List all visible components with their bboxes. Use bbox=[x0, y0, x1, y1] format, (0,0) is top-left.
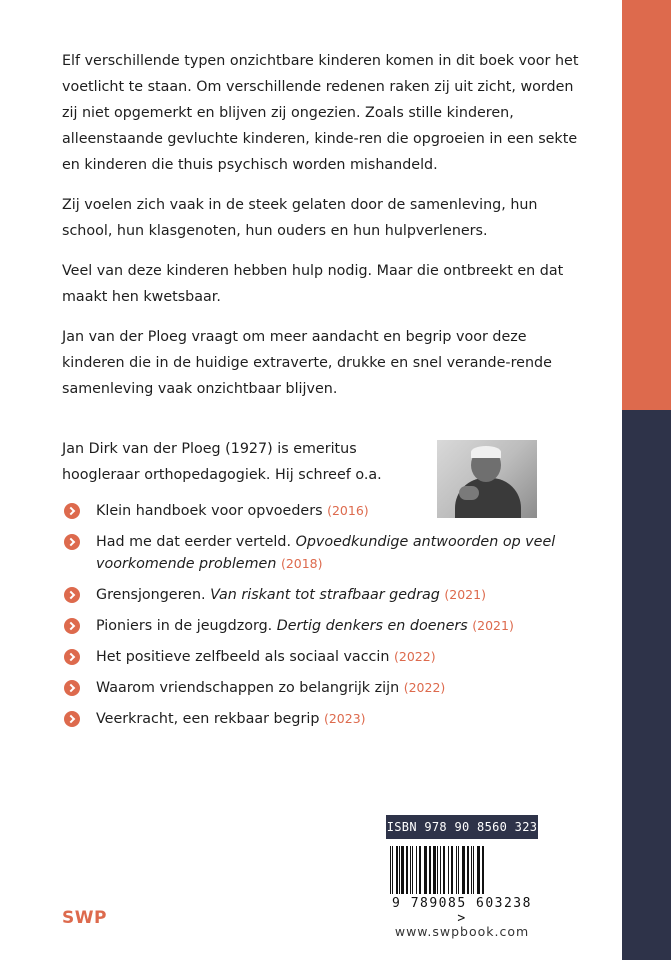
book-title: Waarom vriendschappen zo belangrijk zijn bbox=[96, 680, 400, 696]
chevron-right-icon bbox=[64, 587, 80, 603]
book-item bbox=[62, 677, 602, 699]
book-item bbox=[62, 500, 602, 522]
barcode-bar bbox=[410, 846, 411, 894]
blurb-paragraph-3: Veel van deze kinderen hebben hulp nodig. Maar die ontbreekt en dat maakt hen kwetsbaar. bbox=[62, 263, 564, 305]
barcode-bar bbox=[419, 846, 421, 894]
barcode-bar bbox=[392, 846, 393, 894]
navy-side-stripe bbox=[622, 410, 671, 960]
barcode-bar bbox=[482, 846, 484, 894]
blurb-paragraph-4: Jan van der Ploeg vraagt om meer aandacht en begrip voor deze kinderen die in de huidige extraverte, drukke en snel verande-rende samenleving vaak onzichtbaar blijven. bbox=[62, 329, 552, 397]
book-title: Pioniers in de jeugdzorg. bbox=[96, 618, 273, 634]
book-item bbox=[62, 615, 602, 637]
book-year: (2016) bbox=[327, 503, 369, 518]
blurb-paragraph-2: Zij voelen zich vaak in de steek gelaten door de samenleving, hun school, hun klasgenoten, hun ouders en hun hulpverleners. bbox=[62, 197, 538, 239]
book-title: Het positieve zelfbeeld als sociaal vaccin bbox=[96, 649, 390, 665]
barcode-bar bbox=[437, 846, 438, 894]
barcode-bars bbox=[386, 846, 538, 900]
barcode-bar bbox=[440, 846, 441, 894]
chevron-right-icon bbox=[64, 503, 80, 519]
author-bio: Jan Dirk van der Ploeg (1927) is emeritus hoogleraar orthopedagogiek. Hij schreef o.a. bbox=[62, 441, 382, 483]
publisher-logo: SWP bbox=[62, 908, 107, 928]
book-item bbox=[62, 584, 602, 606]
book-subtitle: Dertig denkers en doeners bbox=[276, 618, 468, 634]
barcode-bar bbox=[456, 846, 457, 894]
blurb-paragraph-1: Elf verschillende typen onzichtbare kinderen komen in dit boek voor het voetlicht te staan. Om verschillende redenen raken zij uit zicht, worden zij niet opgemerkt en blijven zij ongezien. Zoals stille kinderen, alleenstaande gevluchte kinderen, kinde-ren die opgroeien in een sekte en kinderen die thuis psychisch worden mishandeld. bbox=[62, 53, 579, 173]
barcode-number: 9 789085 603238 > bbox=[392, 896, 532, 926]
barcode-bar bbox=[412, 846, 413, 894]
book-subtitle: Van riskant tot strafbaar gedrag bbox=[210, 587, 440, 603]
barcode-bar bbox=[401, 846, 404, 894]
blurb bbox=[62, 48, 582, 416]
chevron-right-icon bbox=[64, 618, 80, 634]
book-year: (2022) bbox=[403, 680, 446, 695]
barcode-bar bbox=[390, 846, 391, 894]
barcode-bar bbox=[467, 846, 469, 894]
orange-side-stripe bbox=[622, 0, 671, 410]
book-item bbox=[62, 646, 602, 668]
book-subtitle: Opvoedkundige antwoorden op veel voorkomende problemen bbox=[96, 534, 556, 572]
barcode-bar bbox=[433, 846, 436, 894]
book-year: (2023) bbox=[323, 711, 366, 726]
barcode-bar bbox=[443, 846, 445, 894]
barcode bbox=[386, 846, 538, 926]
barcode-bar bbox=[462, 846, 465, 894]
book-list bbox=[62, 500, 602, 739]
chevron-right-icon bbox=[64, 680, 80, 696]
book-year: (2018) bbox=[280, 556, 323, 571]
barcode-bar bbox=[399, 846, 400, 894]
book-year: (2021) bbox=[444, 587, 486, 602]
barcode-bar bbox=[451, 846, 453, 894]
book-title: Klein handboek voor opvoeders bbox=[96, 503, 323, 519]
isbn-label: ISBN 978 90 8560 323 bbox=[386, 815, 538, 839]
barcode-bar bbox=[416, 846, 417, 894]
book-title: Had me dat eerder verteld. bbox=[96, 534, 292, 550]
book-item bbox=[62, 708, 602, 730]
book-year: (2021) bbox=[472, 618, 514, 633]
website-url: www.swpbook.com bbox=[394, 924, 530, 939]
barcode-bar bbox=[471, 846, 472, 894]
barcode-bar bbox=[477, 846, 480, 894]
barcode-bar bbox=[458, 846, 459, 894]
chevron-right-icon bbox=[64, 649, 80, 665]
book-title: Grensjongeren. bbox=[96, 587, 206, 603]
book-year: (2022) bbox=[394, 649, 436, 664]
barcode-bar bbox=[424, 846, 427, 894]
barcode-bar bbox=[448, 846, 449, 894]
barcode-bar bbox=[429, 846, 431, 894]
barcode-bar bbox=[406, 846, 408, 894]
barcode-bar bbox=[396, 846, 398, 894]
chevron-right-icon bbox=[64, 711, 80, 727]
chevron-right-icon bbox=[64, 534, 80, 550]
book-item bbox=[62, 531, 602, 575]
barcode-bar bbox=[473, 846, 474, 894]
book-title: Veerkracht, een rekbaar begrip bbox=[96, 711, 320, 727]
